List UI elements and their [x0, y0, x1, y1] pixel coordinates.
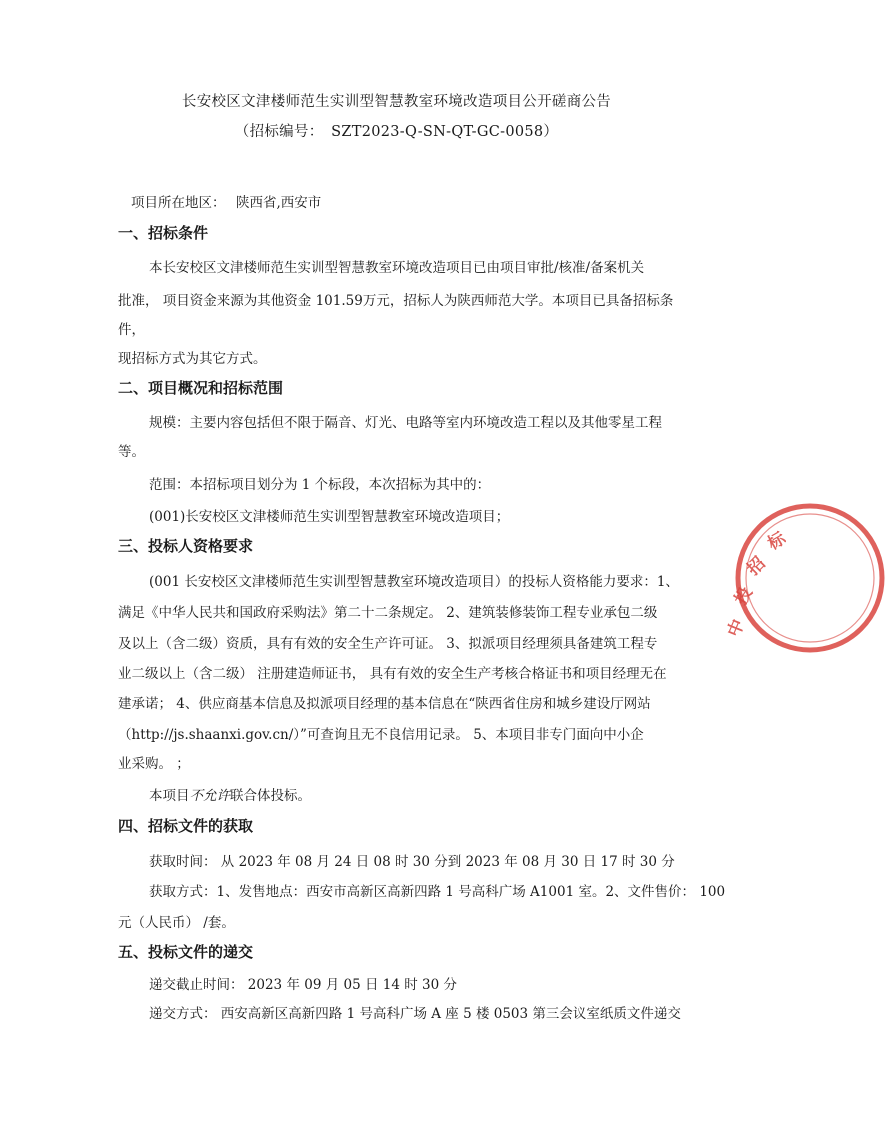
- section-2-heading: 二、项目概况和招标范围: [118, 379, 284, 397]
- svg-text:中: 中: [724, 616, 750, 640]
- s3-line: 建承诺； 4、供应商基本信息及拟派项目经理的基本信息在“陕西省住房和城乡建设厅网站: [118, 696, 651, 712]
- s3-line: (001 长安校区文津楼师范生实训型智慧教室环境改造项目）的投标人资格能力要求：1、: [149, 574, 679, 590]
- consortium-emphasis: 不允许: [189, 788, 230, 804]
- s3-line: 业二级以上（含二级） 注册建造师证书， 具有有效的安全生产考核合格证书和项目经理无在: [118, 666, 667, 682]
- section-4-heading: 四、招标文件的获取: [118, 817, 254, 835]
- s5-method: 递交方式： 西安高新区高新四路 1 号高科广场 A 座 5 楼 0503 第三会议室纸质文件递交: [149, 1006, 681, 1022]
- s3-line: 满足《中华人民共和国政府采购法》第二十二条规定。 2、建筑装修装饰工程专业承包二级: [118, 605, 658, 621]
- svg-text:招: 招: [743, 553, 770, 580]
- s3-line: 及以上（含二级）资质，具有有效的安全生产许可证。 3、拟派项目经理须具备建筑工程专: [118, 636, 658, 652]
- s1-para-line: 本长安校区文津楼师范生实训型智慧教室环境改造项目已由项目审批/核准/备案机关: [149, 260, 645, 276]
- svg-text:标: 标: [764, 528, 790, 555]
- s3-line: 业采购。 ；: [118, 756, 190, 772]
- location-value: 陕西省,西安市: [236, 195, 322, 211]
- consortium-post: 联合体投标。: [230, 788, 311, 804]
- s1-para-line: 现招标方式为其它方式。: [118, 351, 267, 367]
- doc-title: 长安校区文津楼师范生实训型智慧教室环境改造项目公开磋商公告: [181, 94, 612, 110]
- s3-line: （http://js.shaanxi.gov.cn/）”可查询且无不良信用记录。 5、本项目非专门面向中小企: [118, 727, 644, 743]
- s2-scale-line: 规模：主要内容包括但不限于隔音、灯光、电路等室内环境改造工程以及其他零星工程: [149, 415, 662, 431]
- section-5-heading: 五、投标文件的递交: [118, 943, 254, 961]
- section-1-heading: 一、招标条件: [118, 224, 209, 242]
- s1-para-line: 批准， 项目资金来源为其他资金 101.59万元，招标人为陕西师范大学。本项目已具备招标条: [118, 293, 674, 309]
- s2-lot: (001)长安校区文津楼师范生实训型智慧教室环境改造项目；: [149, 509, 510, 525]
- tender-code: （招标编号： SZT2023-Q-SN-QT-GC-0058）: [234, 124, 559, 140]
- s4-time: 获取时间： 从 2023 年 08 月 24 日 08 时 30 分到 2023 年 08 月 30 日 17 时 30 分: [149, 854, 675, 870]
- s3-consortium: [149, 784, 311, 804]
- s4-method-line: 元（人民币） /套。: [118, 915, 235, 931]
- s4-method-line: 获取方式：1、发售地点：西安市高新区高新四路 1 号高科广场 A1001 室。2、文件售价： 100: [149, 884, 726, 900]
- location-label: 项目所在地区：: [131, 195, 226, 211]
- s1-para-line: 件，: [118, 322, 145, 338]
- consortium-pre: 本项目: [149, 788, 190, 804]
- svg-text:投: 投: [731, 583, 757, 609]
- seal-stamp-icon: [724, 498, 890, 658]
- s2-range: 范围：本招标项目划分为 1 个标段，本次招标为其中的：: [149, 477, 491, 493]
- s2-scale-line: 等。: [118, 444, 145, 460]
- section-3-heading: 三、投标人资格要求: [118, 537, 254, 555]
- s5-deadline: 递交截止时间： 2023 年 09 月 05 日 14 时 30 分: [149, 977, 457, 993]
